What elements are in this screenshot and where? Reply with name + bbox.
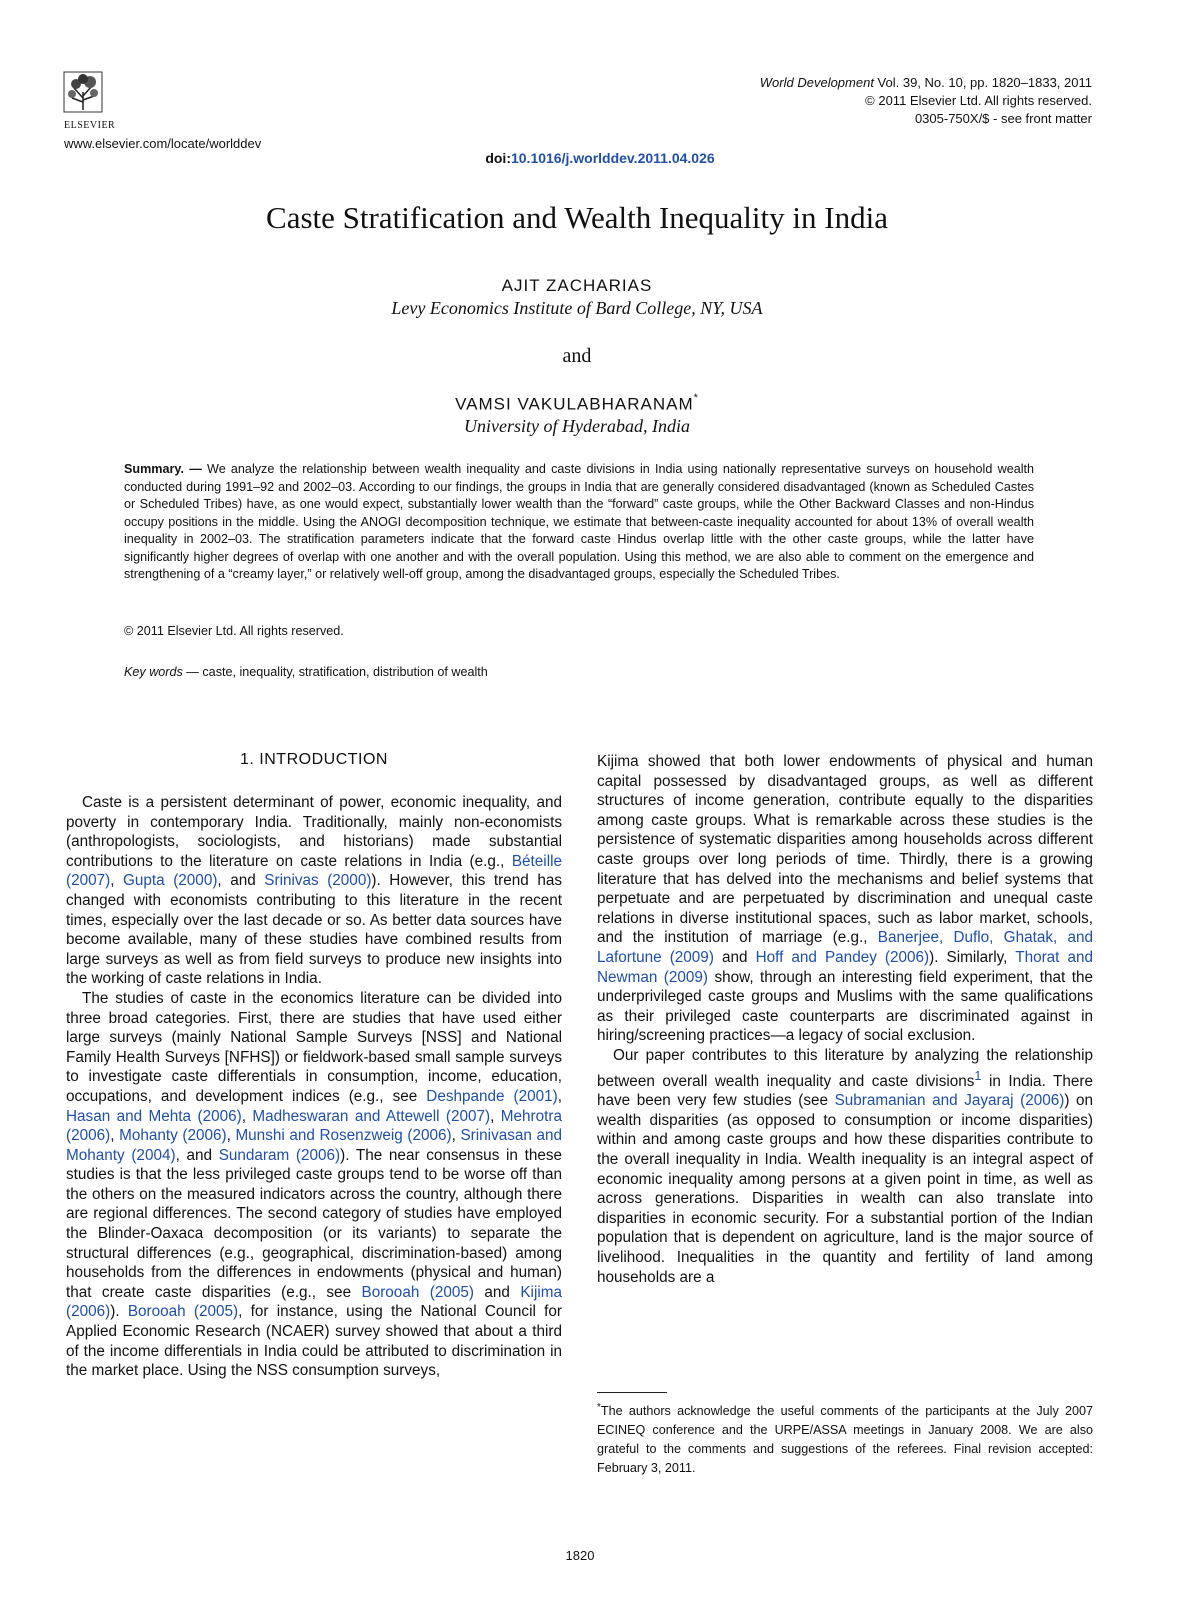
author-1: AJIT ZACHARIAS	[501, 276, 653, 295]
journal-volume: Vol. 39, No. 10, pp. 1820–1833, 2011	[873, 75, 1092, 90]
author-2-line	[0, 394, 1154, 415]
journal-name: World Development	[759, 75, 874, 90]
citation-link[interactable]: Gupta (2000)	[123, 872, 218, 890]
footnote-symbol: *	[597, 1402, 601, 1413]
abstract-text: We analyze the relationship between wealth inequality and caste divisions in India using nationally representative surveys on household wealth conducted during 1991–92 and 2002–03. According to our findings, the groups in India that are generally considered disadvantaged (known as Scheduled Castes or Scheduled Tribes) have, as one would expect, substantially lower wealth than the “forward” caste groups, while the Other Backward Classes and non-Hindus occupy positions in the middle. Using the ANOGI decomposition technique, we estimate that between-caste inequality accounted for about 13% of overall wealth inequality in 2002–03. The stratification parameters indicate that the forward caste Hindus overlap little with the other caste groups, while the latter have significantly higher degrees of overlap with one another and with the overall population. Using this method, we are also able to comment on the emergence and strengthening of a “creamy layer,” or relatively well-off group, among the disadvantaged groups, especially the Scheduled Tribes.	[124, 462, 1034, 581]
footnote-divider	[597, 1392, 667, 1393]
citation-link[interactable]: Borooah (2005)	[361, 1283, 474, 1301]
abstract	[124, 461, 1034, 584]
citation-link[interactable]: Kijima (2006)	[66, 1283, 562, 1321]
journal-copyright: © 2011 Elsevier Ltd. All rights reserved.	[865, 93, 1092, 108]
citation-link[interactable]: Banerjee, Duflo, Ghatak, and Lafortune (2009)	[597, 929, 1093, 966]
journal-citation	[760, 74, 1092, 128]
doi-link[interactable]: 10.1016/j.worlddev.2011.04.026	[510, 150, 715, 166]
text-run: Our paper contributes to this literature by analyzing the relationship between overall wealth inequality and caste divisions	[597, 1046, 1093, 1090]
author-footnote	[597, 1398, 1093, 1478]
author-conjunction: and	[562, 345, 592, 367]
citation-link[interactable]: Borooah (2005)	[127, 1303, 239, 1321]
text-run: Caste is a persistent determinant of power, economic inequality, and poverty in contemporary India. Traditionally, mainly non-economists (anthropologists, sociologists, and historians) made substantial contributions to the literature on caste relations in India (e.g.,	[66, 794, 562, 870]
citation-link[interactable]: Mehrotra (2006)	[66, 1107, 562, 1145]
text-run: ,	[557, 1087, 563, 1105]
article-title: Caste Stratification and Wealth Inequality in India	[266, 200, 888, 235]
text-run: ) on wealth disparities (as opposed to consumption or income disparities) within and among caste groups and how these disparities contribute to the overall inequality in India. Wealth inequality is an integral aspect of economic inequality among persons at a given point in time, as well as across generations. Disparities in wealth can also translate into disparities in economic security. For a substantial portion of the Indian population that is dependent on agriculture, land is the major source of livelihood. Inequalities in the quantity and fertility of land among households are a	[597, 1092, 1094, 1286]
citation-link[interactable]: Sundaram (2006)	[218, 1146, 341, 1164]
keywords	[124, 665, 488, 679]
intro-paragraph-2	[66, 989, 562, 1381]
text-run: ). However, this trend has changed with economists contributing to this literature in the recent times, especially over the last decade or so. As better data sources have become available, many of these studies have combined results from large surveys as well as from field surveys to produce new insights into the working of caste relations in India.	[66, 872, 562, 988]
text-run: and	[713, 948, 756, 966]
text-run: ). The near consensus in these studies is that the less privileged caste groups tend to be worse off than the others on the measured indicators across the country, although there are regional differences. The second category of studies have employed the Blinder-Oaxaca decomposition (or its variants) to separate the structural differences (e.g., geographical, discrimination-based) among households from the differences in endowments (physical and human) that create caste disparities (e.g., see	[66, 1146, 563, 1301]
citation-link[interactable]: Deshpande (2001)	[426, 1087, 558, 1105]
text-run: , and	[175, 1146, 219, 1164]
abstract-copyright: © 2011 Elsevier Ltd. All rights reserved.	[124, 624, 344, 638]
citation-link[interactable]: Mohanty (2006)	[119, 1127, 227, 1145]
right-column	[597, 752, 1093, 1287]
affiliation-2: University of Hyderabad, India	[464, 416, 690, 436]
text-run: ,	[110, 1127, 120, 1145]
text-run: ,	[490, 1107, 501, 1125]
section-heading: 1. INTRODUCTION	[240, 751, 388, 768]
footnote-ref[interactable]: 1	[974, 1067, 982, 1083]
text-run: ,	[110, 872, 123, 890]
text-run: and	[473, 1283, 521, 1301]
text-run: Kijima showed that both lower endowments of physical and human capital possessed by disadvantaged groups, as well as different structures of income generation, contribute equally to the disparities among caste groups. What is remarkable across these studies is the persistence of systematic disparities among households across different caste groups over long periods of time. Thirdly, there is a growing literature that has delved into the mechanisms and belief systems that perpetuate and are perpetuated by discrimination and unequal caste relations in diverse institutional spaces, such as labor market, schools, and the institution of marriage (e.g.,	[597, 753, 1093, 947]
citation-link[interactable]: Subramanian and Jayaraj (2006)	[834, 1092, 1065, 1110]
text-run: ,	[226, 1127, 236, 1145]
citation-link[interactable]: Munshi and Rosenzweig (2006)	[235, 1127, 452, 1145]
text-run: in India. There have been very few studies (see	[597, 1072, 1093, 1110]
text-run: The studies of caste in the economics literature can be divided into three broad categories. First, there are studies that have used either large surveys (mainly National Sample Surveys [NSS] and National Family Health Surveys [NFHS]) or fieldwork-based small sample surveys to investigate caste differentials in consumption, income, education, occupations, and development indices (e.g., see	[66, 989, 562, 1105]
page-number: 1820	[565, 1548, 595, 1563]
text-run: ,	[241, 1107, 253, 1125]
citation-link[interactable]: Béteille (2007)	[66, 852, 562, 890]
doi-prefix: doi:	[485, 150, 511, 166]
intro-paragraph-1	[66, 793, 562, 989]
citation-link[interactable]: Thorat and Newman (2009)	[597, 948, 1094, 986]
publisher-name: ELSEVIER	[64, 120, 116, 131]
keywords-label: Key words	[124, 665, 183, 679]
doi-line	[0, 150, 1200, 166]
intro-paragraph-4	[597, 1046, 1093, 1287]
citation-link[interactable]: Srinivasan and Mohanty (2004)	[66, 1127, 563, 1164]
issn-line: 0305-750X/$ - see front matter	[914, 111, 1092, 126]
text-run: ). Similarly,	[929, 948, 1016, 966]
text-run: , for instance, using the National Council for Applied Economic Research (NCAER) survey showed that about a third of the income differentials in India could be attributed to discrimination in the market place. Using the NSS consumption surveys,	[66, 1303, 562, 1380]
text-run: ,	[451, 1127, 461, 1145]
citation-link[interactable]: Srinivas (2000)	[264, 872, 372, 890]
text-run: ).	[110, 1303, 128, 1321]
footnote-text: The authors acknowledge the useful comments of the participants at the July 2007 ECINEQ conference and the URPE/ASSA meetings in January 2008. We are also grateful to the comments and suggestions of the referees. Final revision accepted: February 3, 2011.	[597, 1404, 1093, 1476]
citation-link[interactable]: Hasan and Mehta (2006)	[66, 1107, 242, 1125]
citation-link[interactable]: Madheswaran and Attewell (2007)	[252, 1107, 491, 1125]
author-2: VAMSI VAKULABHARANAM	[455, 394, 694, 414]
keywords-text: — caste, inequality, stratification, distribution of wealth	[182, 665, 488, 679]
elsevier-tree-logo	[62, 70, 104, 120]
text-run: , and	[217, 872, 265, 890]
abstract-label: Summary. —	[124, 462, 208, 476]
citation-link[interactable]: Hoff and Pandey (2006)	[755, 948, 930, 966]
author-footnote-mark[interactable]: *	[693, 392, 699, 404]
journal-url[interactable]: www.elsevier.com/locate/worlddev	[64, 136, 262, 151]
affiliation-1: Levy Economics Institute of Bard College, NY, USA	[391, 298, 763, 318]
left-column	[66, 793, 562, 1381]
text-run: show, through an interesting field experiment, that the underprivileged caste groups and Muslims with the same qualifications as their privileged caste counterparts are discriminated against in hiring/screening practices—a legacy of social exclusion.	[597, 968, 1093, 1045]
intro-paragraph-3	[597, 752, 1093, 1046]
